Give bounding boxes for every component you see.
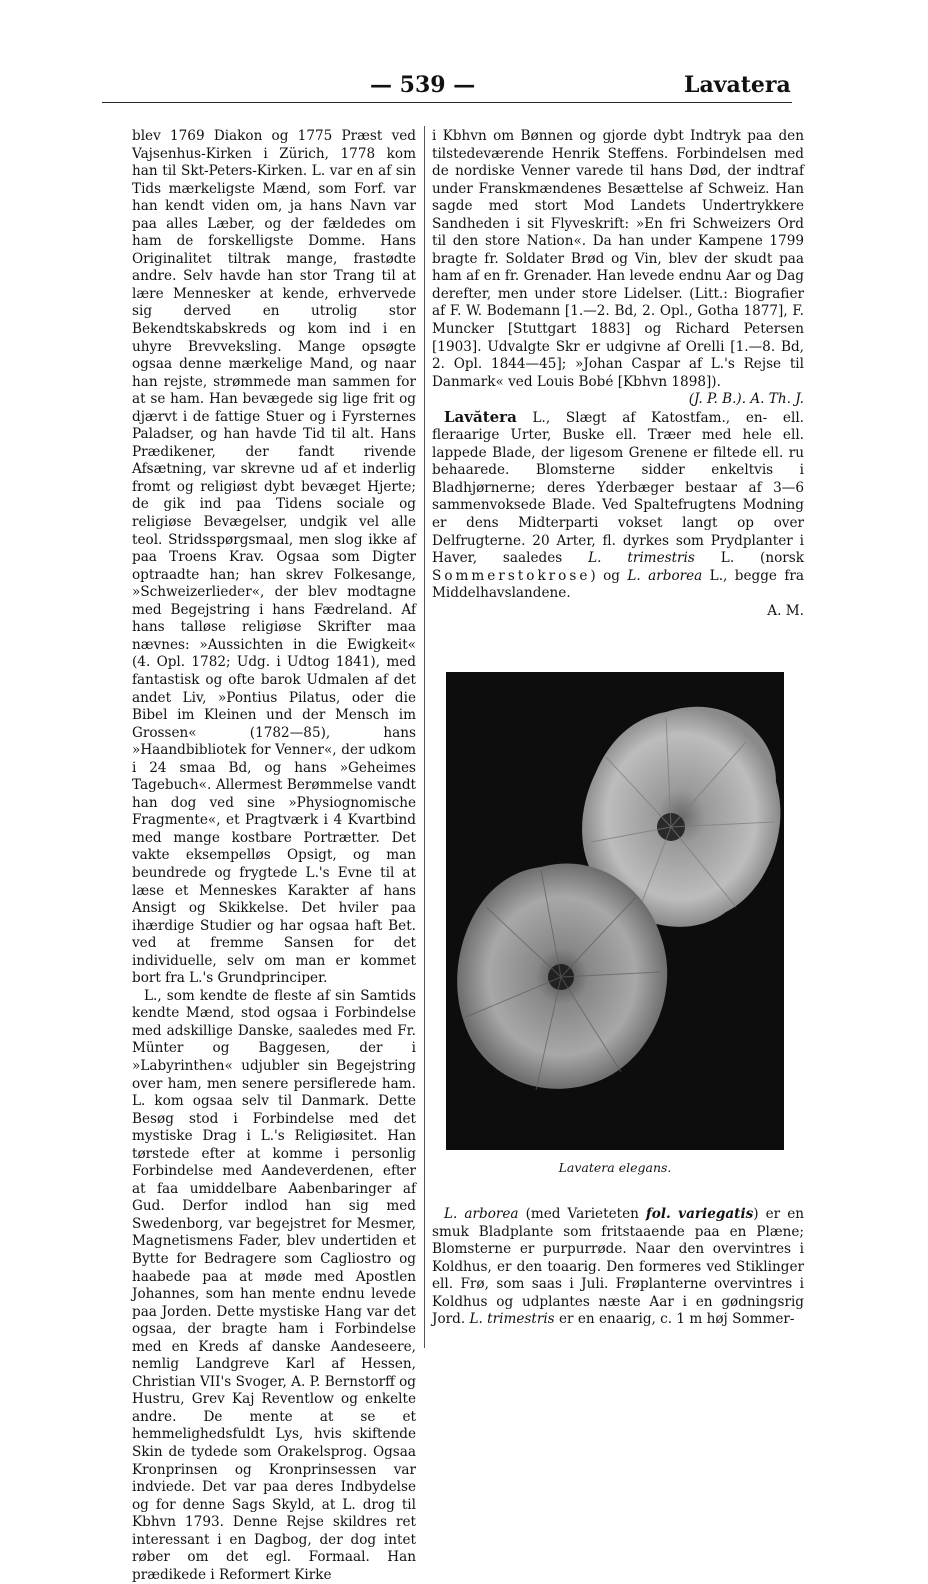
signature: (J. P. B.). A. Th. J. [688,391,804,408]
paragraph: L., som kendte de fleste af sin Samtids kendte Mænd, stod ogsaa i Forbindelse med adskillige Danske, saaledes med Fr. Münter og Baggesen, der i »Labyrinthen« udjubler sin Begejstring over ham, men senere persiflerede ham. L. kom ogsaa selv til Danmark. Dette Besøg stod i Forbindelse med det mystiske Drag i L.'s Religiøsitet. Han tørstede efter at komme i personlig Forbindelse med Aandeverdenen, efter at faa umiddelbare Aabenbaringer af Gud. Derfor indlod han sig med Swedenborg, var begejstret for Mesmer, Magnetismens Fader, blev undertiden et Bytte for Bedragere som Cagliostro og haabede paa at møde med Apostlen Johannes, som han mente endnu levede paa Jorden. Dette mystiske Hang var det ogsaa, der bragte ham i Forbindelse med en Kreds af danske Aandeseere, nemlig Landgreve Karl af Hessen, Christian VII's Svoger, A. P. Bernstorff og Hustru, Grev Kaj Reventlow og enkelte andre. De mente at se et hemmelighedsfuldt Lys, hvis skiftende Skin de tydede som Orakelsprog. Ogsaa Kronprinsen og Kronprinsessen var indviede. Det var paa deres Indbydelse og for denne Sags Skyld, at L. drog til Kbhvn 1793. Denne Rejse skildres ret interessant i en Dagbog, der dog intet røber om det egl. Formaal. Han prædikede i Reformert Kirke [132,987,416,1583]
paragraph: L. arborea (med Varieteten fol. variegatis) er en smuk Bladplante som fritstaaende paa en Plæne; Blomsterne er purpurrøde. Naar den overvintres i Koldhus, er den toaarig. Den formeres ved Stiklinger ell. Frø, som saas i Juli. Frøplanterne overvintres i Koldhus og udplantes næste Aar i en gødningsrig Jord. L. trimestris er en enaarig, c. 1 m høj Sommer- [432,1206,804,1328]
header-rule [102,102,792,103]
flower-illustration [446,672,784,1150]
spaced-name: Sommerstokrose [432,567,591,584]
paragraph: blev 1769 Diakon og 1775 Præst ved Vajsenhus-Kirken i Zürich, 1778 kom han til Skt-Peters-Kirken. L. var en af sin Tids mærkeligste Mænd, som Forf. var han kendt viden om, ja hans Navn var paa alles Læber, og der fældedes om ham de forskelligste Domme. Hans Originalitet tiltrak mange, frastødte andre. Selv havde han stor Trang til at lære Mennesker at kende, erhvervede sig derved en utrolig stor Bekendtskabskreds og kom ind i en uhyre Brevveksling. Mange opsøgte ogsaa denne mærkelige Mand, og naar han rejste, strømmede man sammen for at se ham. Han bevægede sig lige frit og djærvt i de fattige Stuer og i Fyrsternes Paladser, og han havde Tid til alt. Hans Prædikener, der fandt rivende Afsætning, var skrevne ud af et inderlig fromt og religiøst dybt bevæget Hjerte; de gik ind paa Tidens sociale og religiøse Bevægelser, undgik vel alle teol. Stridsspørgsmaal, men slog ikke af paa Troens Krav. Ogsaa som Digter optraadte han; han skrev Folkesange, »Schweizerlieder«, der blev modtagne med Begejstring i hans Fædreland. Af hans talløse religiøse Skrifter maa nævnes: »Aussichten in die Ewigkeit« (4. Opl. 1782; Udg. i Udtog 1841), med fantastisk og ofte barok Udmalen af det andet Liv, »Pontius Pilatus, oder die Bibel im Kleinen und der Mensch im Grossen« (1782—85), hans »Haandbibliotek for Venner«, der udkom i 24 smaa Bd, og hans »Geheimes Tagebuch«. Allermest Berømmelse vandt han dog ved sine »Physiognomische Fragmente«, et Pragtværk i 4 Kvartbind med mange kostbare Portrætter. Det vakte eksempelløs Opsigt, og man beundrede og frygtede L.'s Evne til at læse et Menneskes Karakter af hans Ansigt og Skikkelse. Det hviler paa ihærdige Studier og har ogsaa haft Bet. ved at fremme Sansen for det individuelle, selv om man er kommet bort fra L.'s Grundprinciper. [132,128,416,987]
species-name: L. trimestris [469,1311,555,1328]
signature: A. M. [767,602,804,619]
species-name: L. arborea [444,1206,519,1222]
page-header [0,72,928,106]
flower-photo [446,672,784,1150]
encyclopedia-entry: Lavătera L., Slægt af Katostfam., en- ell. fleraarige Urter, Buske ell. Træer med hele ell. lappede Blade, der ligesom Grenene er filtede ell. ru behaarede. Blomsterne sidder enkeltvis i Bladhjørnerne; deres Yderbæger bestaar af 3—6 sammenvoksede Blade. Ved Spaltefrugtens Modning er dens Midterparti vokset langt op over Delfrugterne. 20 Arter, fl. dyrkes som Prydplanter i Haver, saaledes L. trimestris L. (norsk Sommerstokrose) og L. arborea L., begge fra Middelhavslandene. [432,407,804,602]
photo-caption: Lavatera elegans. [558,1160,672,1175]
species-name: L. arborea [627,567,703,584]
left-column [132,128,416,1584]
page-number: — 539 — [370,72,476,98]
running-head: Lavatera [684,72,791,98]
column-divider [424,126,425,1348]
species-name: L. trimestris [588,550,695,567]
right-column [432,128,804,620]
right-column-continued [432,1206,804,1329]
paragraph: i Kbhvn om Bønnen og gjorde dybt Indtryk paa den tilstedeværende Henrik Steffens. Forbindelsen med de nordiske Venner varede til hans Død, der indtraf under Franskmændenes Besættelse af Schweiz. Han sagde med stort Mod Landets Undertrykkere Sandheden i sit Flyveskrift: »En fri Schweizers Ord til den store Nation«. Da han under Kampene 1799 bragte fr. Soldater Brød og Vin, blev der skudt paa ham af en fr. Grenader. Han levede endnu Aar og Dag derefter, men under store Lidelser. (Litt.: Biografier af F. W. Bodemann [1.—2. Bd, 2. Opl., Gotha 1877], F. Muncker [Stuttgart 1883] og Richard Petersen [1903]. Udvalgte Skr er udgivne af Orelli [1.—8. Bd, 2. Opl. 1844—45]; »Johan Caspar af L.'s Rejse til Danmark« ved Louis Bobé [Kbhvn 1898]). [432,128,804,390]
variety-name: fol. variegatis [645,1206,754,1222]
headword: Lavătera [444,407,517,426]
